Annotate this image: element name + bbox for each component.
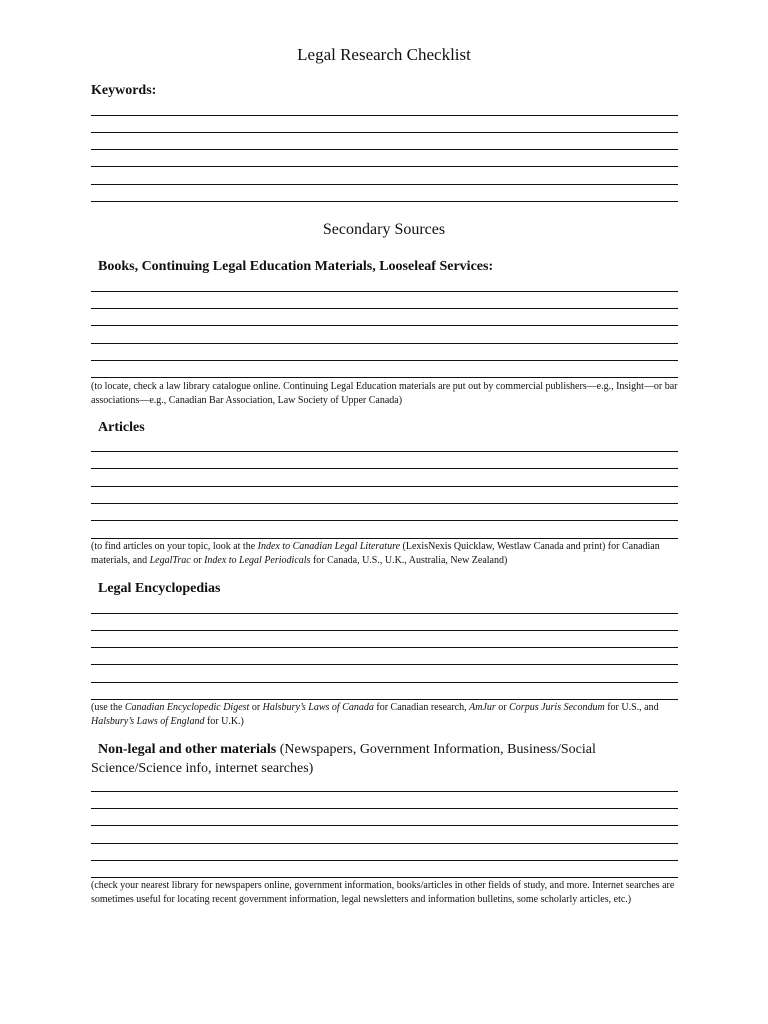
write-line — [91, 115, 678, 116]
write-line — [91, 520, 678, 521]
note-title: Halsbury’s Laws of Canada — [262, 702, 374, 713]
nonlegal-note: (check your nearest library for newspapers online, government information, books/articles in other fields of study, and more. Internet searches are sometimes useful for locating recent government information, legal newsletters and information bulletins, some scholarly articles, etc.) — [91, 880, 675, 905]
note-text: or — [495, 702, 510, 713]
note-text: or — [190, 555, 205, 566]
note-text: (LexisNexis Quicklaw, Westlaw Canada and print) for Canadian materials, and — [91, 541, 660, 566]
books-label: Books, Continuing Legal Education Materials, Looseleaf Services: — [98, 259, 494, 274]
nonlegal-label: Non-legal and other materials — [98, 742, 277, 757]
write-line — [91, 503, 678, 504]
note-title: Corpus Juris Secondum — [509, 702, 605, 713]
keywords-label: Keywords: — [91, 83, 157, 98]
write-line — [91, 308, 678, 309]
write-line — [91, 343, 678, 344]
books-note: (to locate, check a law library catalogue online. Continuing Legal Education materials are put out by commercial publishers—e.g., Insight—or bar associations—e.g., Canadian Bar Association, Law Society of Upper Canada) — [91, 381, 678, 406]
note-text: (use the — [91, 702, 125, 713]
write-line — [91, 613, 678, 614]
nonlegal-description: (Newspapers, Government Information, Business/Social Science/Science info, internet searches) — [91, 742, 596, 776]
write-line — [91, 149, 678, 150]
write-line — [91, 538, 678, 539]
note-text: for U.K.) — [204, 716, 244, 727]
encyclopedias-label: Legal Encyclopedias — [98, 581, 221, 596]
articles-label: Articles — [98, 420, 145, 435]
write-line — [91, 325, 678, 326]
note-text: (to find articles on your topic, look at the — [91, 541, 258, 552]
write-line — [91, 184, 678, 185]
write-line — [91, 377, 678, 378]
note-text: or — [249, 702, 263, 713]
write-line — [91, 664, 678, 665]
page-title: Legal Research Checklist — [297, 45, 471, 64]
write-line — [91, 166, 678, 167]
write-line — [91, 682, 678, 683]
write-line — [91, 877, 678, 878]
write-line — [91, 808, 678, 809]
write-line — [91, 451, 678, 452]
write-line — [91, 860, 678, 861]
note-title: Index to Legal Periodicals — [204, 555, 311, 566]
articles-note — [91, 540, 691, 568]
write-line — [91, 647, 678, 648]
note-title: Canadian Encyclopedic Digest — [124, 702, 250, 713]
note-title: Index to Canadian Legal Literature — [257, 541, 401, 552]
write-line — [91, 843, 678, 844]
note-text: for Canada, U.S., U.K., Australia, New Zealand) — [310, 555, 508, 566]
write-line — [91, 132, 678, 133]
write-line — [91, 699, 678, 700]
nonlegal-heading — [91, 740, 681, 778]
secondary-sources-heading: Secondary Sources — [322, 221, 446, 238]
write-line — [91, 825, 678, 826]
write-line — [91, 291, 678, 292]
write-line — [91, 791, 678, 792]
write-line — [91, 486, 678, 487]
write-line — [91, 468, 678, 469]
write-line — [91, 360, 678, 361]
encyclopedias-note — [91, 701, 691, 729]
note-title: LegalTrac — [149, 555, 191, 566]
note-text: for Canadian research, — [373, 702, 470, 713]
note-title: Halsbury’s Laws of England — [91, 716, 205, 727]
write-line — [91, 201, 678, 202]
note-title: AmJur — [469, 702, 496, 713]
note-text: for U.S., and — [604, 702, 659, 713]
write-line — [91, 630, 678, 631]
